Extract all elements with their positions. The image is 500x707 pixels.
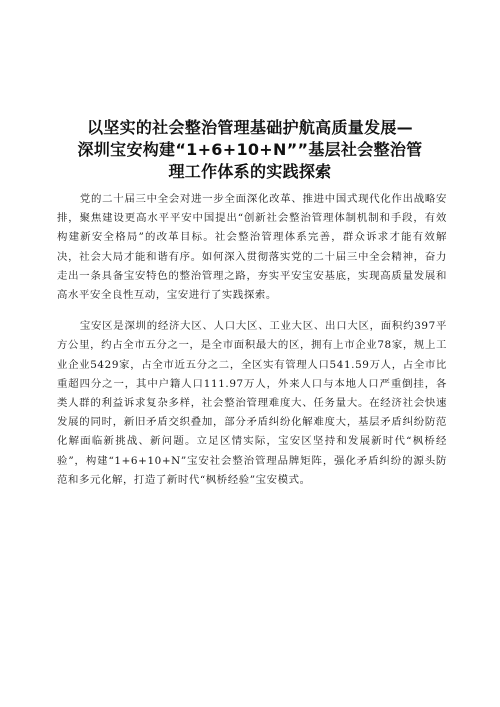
document-title	[60, 117, 440, 183]
title-line-1: 以坚实的社会整治管理基础护航高质量发展—	[86, 118, 413, 137]
title-line-3: 理工作体系的实践探索	[168, 162, 332, 181]
document-body	[57, 190, 447, 490]
paragraph-2: 宝安区是深圳的经济大区、人口大区、工业大区、出口大区，面积约397平方公里，约占全市五分之一，是全市面积最大的区，拥有上市企业78家，规上工业企业5429家，占全市近五分之二，全区实有管理人口541.59万人，占全市比重超四分之一，其中户籍人口111.97万人，外来人口与本地人口严重倒挂，各类人群的利益诉求复杂多样，社会整治管理难度大、任务量大。在经济社会快速发展的同时，新旧矛盾交织叠加，部分矛盾纠纷化解难度大，基层矛盾纠纷防范化解面临新挑战、新问题。立足区情实际，宝安区坚持和发展新时代“枫桥经验”，构建“1+6+10+N”宝安社会整治管理品牌矩阵，强化矛盾纠纷的源头防范和多元化解，打造了新时代“枫桥经验”宝安模式。	[57, 320, 447, 486]
title-line-2: 深圳宝安构建“1+6+10+N””基层社会整治管	[77, 140, 423, 159]
paragraph-1: 党的二十届三中全会对进一步全面深化改革、推进中国式现代化作出战略安排，聚焦建设更高水平平安中国提出“创新社会整治管理体制机制和手段，有效构建新安全格局”的改革目标。社会整治管理体系完善，群众诉求才能有效解决，社会大局才能和谐有序。如何深入贯彻落实党的二十届三中全会精神，奋力走出一条具备宝安特色的整治管理之路，夯实平安宝安基底，实现高质量发展和高水平安全良性互动，宝安进行了实践探索。	[57, 193, 447, 302]
